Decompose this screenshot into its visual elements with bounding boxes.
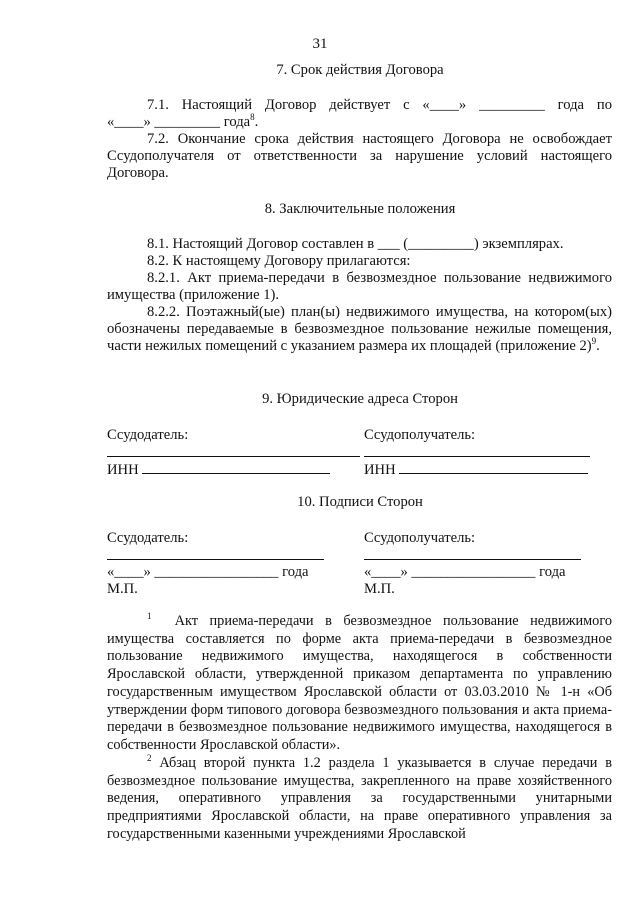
lender-address-line <box>107 456 360 457</box>
footnote-1-text: Акт приема-передачи в безвозмездное пользование недвижимого имущества составляется по форме акта приема-передачи в безвозмездное пользование недвижимого имущества, находящегося в собственности Ярославской области, утвержденной приказом департамента по управлению государственным имуществом Ярославской области от 03.03.2010 № 1-н «Об утверждении форм типового договора безвозмездного пользования и акта приема-передачи в безвозмездное пользование недвижимого имущества, находящегося в собственности Ярославской области». <box>107 613 612 753</box>
borrower-inn-line <box>399 460 588 474</box>
section-10-heading: 10. Подписи Сторон <box>297 494 423 510</box>
section-9-heading: 9. Юридические адреса Сторон <box>262 391 458 407</box>
paragraph-7-1-line1: 7.1. Настоящий Договор действует с «____» _________ года по <box>147 97 612 113</box>
footnote-2-text: Абзац второй пункта 1.2 раздела 1 указывается в случае передачи в безвозмездное пользование имущества, закрепленного на праве хозяйственного ведения, оперативного управления за государственными унитарными предприятиями Ярославской области, на праве оперативного управления за государственными казенными учреждениями Ярославской <box>107 755 612 842</box>
section-8-heading: 8. Заключительные положения <box>264 201 456 217</box>
footnote-ref-8: 8 <box>250 112 255 123</box>
lender-inn-label: ИНН <box>107 462 139 478</box>
lender-inn-line <box>142 460 330 474</box>
lender-inn <box>107 460 330 479</box>
footnote-ref-9: 9 <box>591 336 597 347</box>
borrower-inn-label: ИНН <box>364 462 396 478</box>
lender-signature-label: Ссудодатель: <box>107 530 189 546</box>
footnote-1-mark: 1 <box>147 611 152 622</box>
paragraph-7-1-date: «____» _________ года <box>107 114 251 130</box>
borrower-signature-date: «____» _________________ года <box>364 564 566 580</box>
lender-signature-date: «____» _________________ года <box>107 564 309 580</box>
lender-stamp: М.П. <box>107 581 138 597</box>
borrower-signature-line <box>364 559 581 560</box>
footnote-1 <box>107 613 612 755</box>
paragraph-8-2-1: 8.2.1. Акт приема-передачи в безвозмездное пользование недвижимого имущества (приложение 1). <box>107 270 612 303</box>
paragraph-8-2-2 <box>107 304 612 355</box>
paragraph-7-1-end: . <box>254 114 259 130</box>
paragraph-8-2: 8.2. К настоящему Договору прилагаются: <box>147 253 411 269</box>
borrower-address-line <box>364 456 590 457</box>
paragraph-8-2-2-end: . <box>596 338 600 354</box>
borrower-stamp: М.П. <box>364 581 395 597</box>
paragraph-8-2-2-text: 8.2.2. Поэтажный(ые) план(ы) недвижимого имущества, на котором(ых) обозначены передаваемые в безвозмездное пользование нежилые помещения, части нежилых помещений с указанием размера их площадей (приложение 2) <box>107 304 612 354</box>
paragraph-8-1: 8.1. Настоящий Договор составлен в ___ (_________) экземплярах. <box>147 236 564 252</box>
borrower-inn <box>364 460 588 479</box>
footnote-2 <box>107 755 612 844</box>
page-number: 31 <box>312 36 328 52</box>
paragraph-7-1-line2 <box>107 114 258 131</box>
lender-label: Ссудодатель: <box>107 427 189 443</box>
borrower-signature-label: Ссудополучатель: <box>364 530 476 546</box>
paragraph-7-2: 7.2. Окончание срока действия настоящего Договора не освобождает Ссудополучателя от ответственности за нарушение условий настоящего Договора. <box>107 131 612 181</box>
footnote-2-mark: 2 <box>147 753 152 764</box>
borrower-label: Ссудополучатель: <box>364 427 476 443</box>
section-7-heading: 7. Срок действия Договора <box>276 62 444 78</box>
lender-signature-line <box>107 559 324 560</box>
